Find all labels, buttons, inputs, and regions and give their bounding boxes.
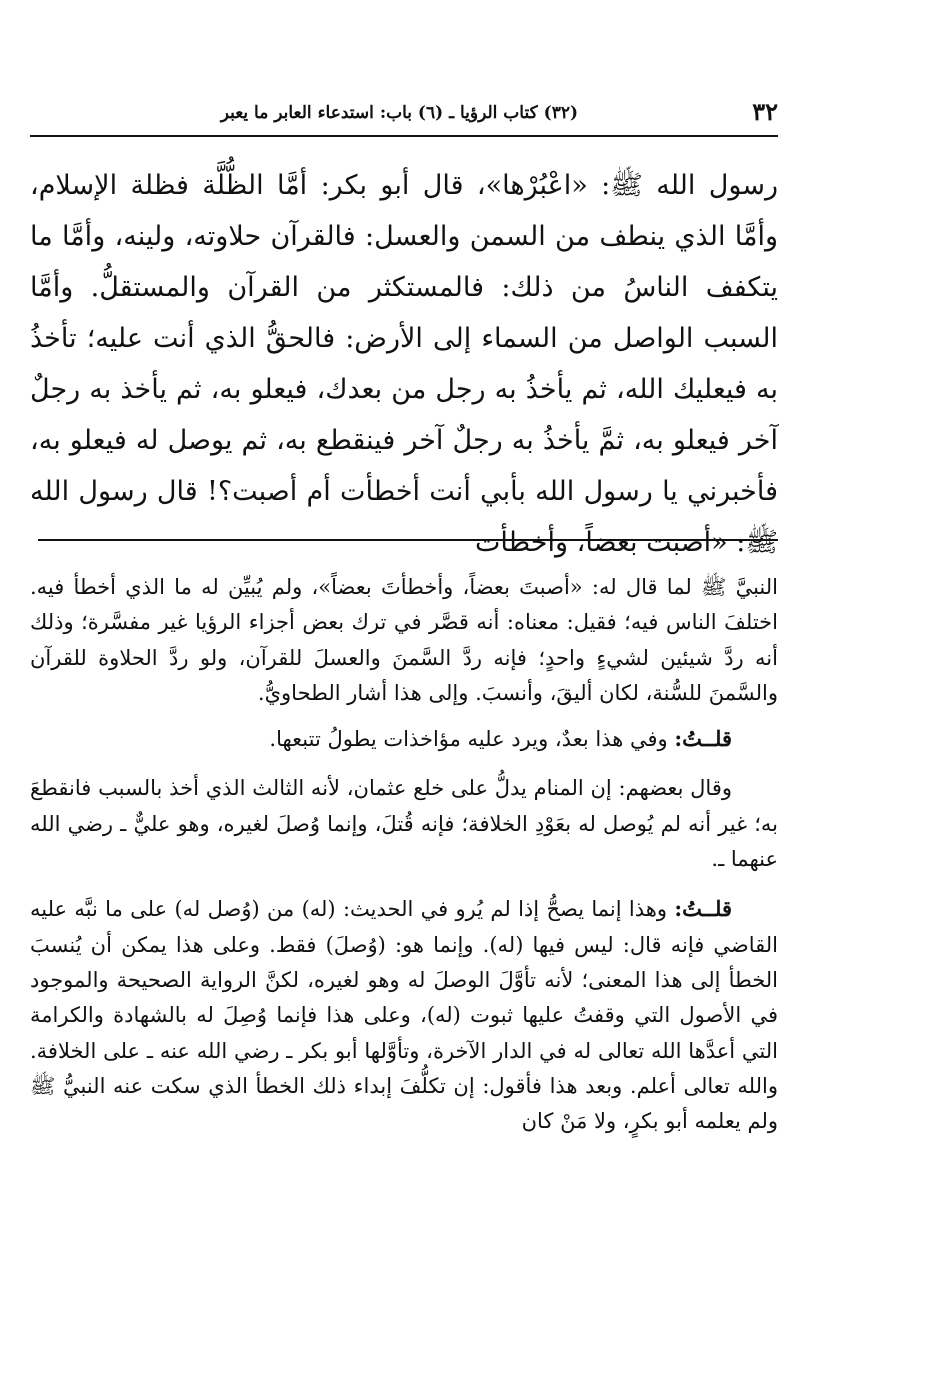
hadith-paragraph: رسول الله ﷺ: «اعْبُرْها»، قال أبو بكر: أمَّا الظُّلَّة فظلة الإسلام، وأمَّا الذي ينطف من السمن والعسل: فالقرآن حلاوته، ولينه، وأمَّا ما يتكفف الناسُ من ذلك: فالمستكثر من القرآن والمستقلُّ. وأمَّا السبب الواصل من السماء إلى الأرض: فالحقُّ الذي أنت عليه؛ تأخذُ به فيعليك الله، ثم يأخذُ به رجل من بعدك، فيعلو به، ثم يأخذ به رجلٌ آخر فيعلو به، ثمَّ يأخذُ به رجلٌ آخر فينقطع به، ثم يوصل له فيعلو به، فأخبرني يا رسول الله بأبي أنت أخطأت أم أصبت؟! قال رسول الله ﷺ: «أصبت بعضاً، وأخطأت: [30, 170, 778, 558]
page-number: ٣٢: [752, 97, 778, 126]
qultu-label: قلــتُ:: [674, 896, 732, 922]
commentary-text: وهذا إنما يصحُّ إذا لم يُرو في الحديث: (له) من (وُصل له) على ما نبَّه عليه القاضي فإنه قال: ليس فيها (له). وإنما هو: (وُصلَ) فقط. وعلى هذا يمكن أن يُنسبَ الخطأ إلى هذا المعنى؛ لأنه تأوَّلَ الوصلَ له وهو لغيره، لكنَّ الرواية الصحيحة والموجود في الأصول التي وقفتُ عليها ثبوت (له)، وعلى هذا فإنما وُصِلَ له بالشهادة والكرامة التي أعدَّها الله تعالى له في الدار الآخرة، وتأوَّلها أبو بكر ـ رضي الله عنه ـ على الخلافة. والله تعالى أعلم. وبعد هذا فأقول: إن تكلُّفَ إبداء ذلك الخطأ الذي سكت عنه النبيُّ ﷺ ولم يعلمه أبو بكرٍ، ولا مَنْ كان: [30, 897, 778, 1134]
qultu-label: قلــتُ:: [674, 726, 732, 752]
running-header: [30, 95, 778, 137]
commentary: [30, 570, 778, 1153]
running-title: (٣٢) كتاب الرؤيا ـ (٦) باب: استدعاء العابر ما يعبر: [220, 103, 578, 123]
commentary-paragraph: وقال بعضهم: إن المنام يدلُّ على خلع عثمان، لأنه الثالث الذي أخذ بالسبب فانقطعَ به؛ غير أنه لم يُوصل له بعَوْدِ الخلافة؛ فإنه قُتلَ، وإنما وُصلَ لغيره، وهو عليٌّ ـ رضي الله عنهما ـ.: [30, 776, 778, 872]
commentary-paragraph: [30, 891, 778, 1139]
commentary-paragraph: [30, 721, 778, 757]
hadith-text: [30, 160, 778, 568]
commentary-paragraph: النبيَّ ﷺ لما قال له: «أصبتَ بعضاً، وأخطأتَ بعضاً»، ولم يُبيِّن له ما الذي أخطأ فيه. اختلفَ الناس فيه؛ فقيل: معناه: أنه قصَّر في ترك بعض أجزاء الرؤيا غير مفسَّرة؛ وذلك أنه ردَّ شيئين لشيءٍ واحدٍ؛ فإنه ردَّ السَّمنَ والعسلَ للقرآن، ولو ردَّ الحلاوة للقرآن والسَّمنَ للسُّنة، لكان أليقَ، وأنسبَ. وإلى هذا أشار الطحاويُّ.: [30, 575, 778, 705]
section-divider: [38, 539, 778, 541]
commentary-text: وفي هذا بعدٌ، ويرد عليه مؤاخذات يطولُ تتبعها.: [269, 727, 675, 752]
